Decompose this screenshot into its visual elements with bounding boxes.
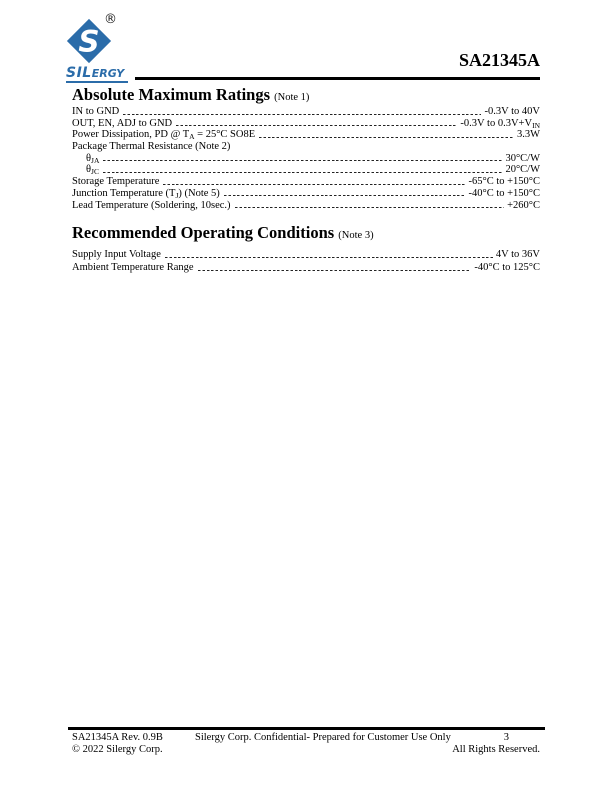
spec-row	[72, 129, 540, 141]
spec-value: 4V to 36V	[495, 249, 540, 261]
section-note: (Note 3)	[338, 230, 374, 242]
footer-copyright: © 2022 Silergy Corp.	[72, 744, 163, 755]
spec-value: 3.3W	[516, 129, 540, 141]
wordmark-sil: SIL	[66, 65, 92, 81]
spec-value: -0.3V to 40V	[484, 106, 540, 117]
spec-value: -0.3V to $0.3V+V_{IN}$	[460, 117, 540, 130]
section-title-recommended-operating-conditions	[72, 224, 540, 244]
spec-row	[72, 261, 540, 274]
spec-value: -40°C to +150°C	[468, 187, 540, 199]
dash-leader	[235, 207, 505, 208]
spec-row-subheading	[72, 141, 540, 153]
spec-label: $\theta_{JA}$	[86, 152, 100, 165]
spec-label: Junction Temperature $(T_J)$ (Note 5)	[72, 187, 220, 200]
dash-leader	[198, 270, 472, 271]
section-title-text: Recommended Operating Conditions	[72, 223, 335, 243]
spec-row	[72, 106, 540, 118]
spec-row	[72, 248, 540, 261]
logo-letter: S	[78, 24, 100, 59]
dash-leader	[165, 257, 493, 258]
spec-label: Lead Temperature (Soldering, 10sec.)	[72, 199, 231, 211]
section-note: (Note 1)	[274, 92, 310, 103]
spec-value: 30°C/W	[505, 152, 540, 164]
page-content	[72, 86, 540, 274]
spec-value: 20°C/W	[505, 164, 540, 176]
registered-trademark-icon: ®	[104, 12, 117, 27]
spec-row	[72, 153, 540, 165]
spec-row	[72, 176, 540, 188]
header-rule	[135, 77, 540, 80]
spec-label: Ambient Temperature Range	[72, 262, 194, 274]
spec-row	[72, 188, 540, 200]
footer-confidential-notice: Silergy Corp. Confidential- Prepared for Customer Use Only	[195, 732, 451, 743]
part-number-title: SA21345A	[458, 50, 540, 70]
spec-label: Power Dissipation, PD @ $T_A = 25^\circ C$ SO8E	[72, 129, 256, 142]
amr-rows	[72, 106, 540, 211]
wordmark-ergy: ERGY	[91, 67, 125, 80]
spec-label: Storage Temperature	[72, 176, 160, 188]
spec-label: IN to GND	[72, 106, 120, 117]
spec-label: OUT, EN, ADJ to GND	[72, 117, 173, 129]
page-number: 3	[503, 732, 509, 743]
spec-row	[72, 200, 540, 212]
spec-row	[72, 164, 540, 176]
spec-label: Package Thermal Resistance (Note 2)	[72, 141, 231, 153]
roc-rows	[72, 248, 540, 274]
spec-row	[72, 118, 540, 130]
spec-label: Supply Input Voltage	[72, 249, 161, 261]
footer-line-1	[72, 732, 540, 744]
footer-line-2	[72, 744, 540, 756]
dash-leader	[103, 172, 503, 173]
footer-rule	[68, 727, 545, 730]
spec-value: -40°C to 125°C	[474, 262, 540, 274]
spec-value: -65°C to +150°C	[468, 176, 540, 188]
dash-leader	[123, 114, 481, 115]
dash-leader	[176, 125, 457, 126]
dash-leader	[259, 137, 514, 138]
footer-doc-revision: SA21345A Rev. 0.9B	[72, 732, 163, 743]
spec-value: +260°C	[507, 199, 540, 211]
dash-leader	[224, 195, 466, 196]
silergy-wordmark	[66, 64, 128, 83]
section-title-text: Absolute Maximum Ratings	[72, 85, 271, 104]
section-title-absolute-maximum-ratings	[72, 86, 540, 106]
spec-label: $\theta_{JC}$	[86, 164, 99, 177]
dash-leader	[103, 160, 502, 161]
footer-rights: All Rights Reserved.	[452, 744, 540, 755]
dash-leader	[163, 184, 465, 185]
